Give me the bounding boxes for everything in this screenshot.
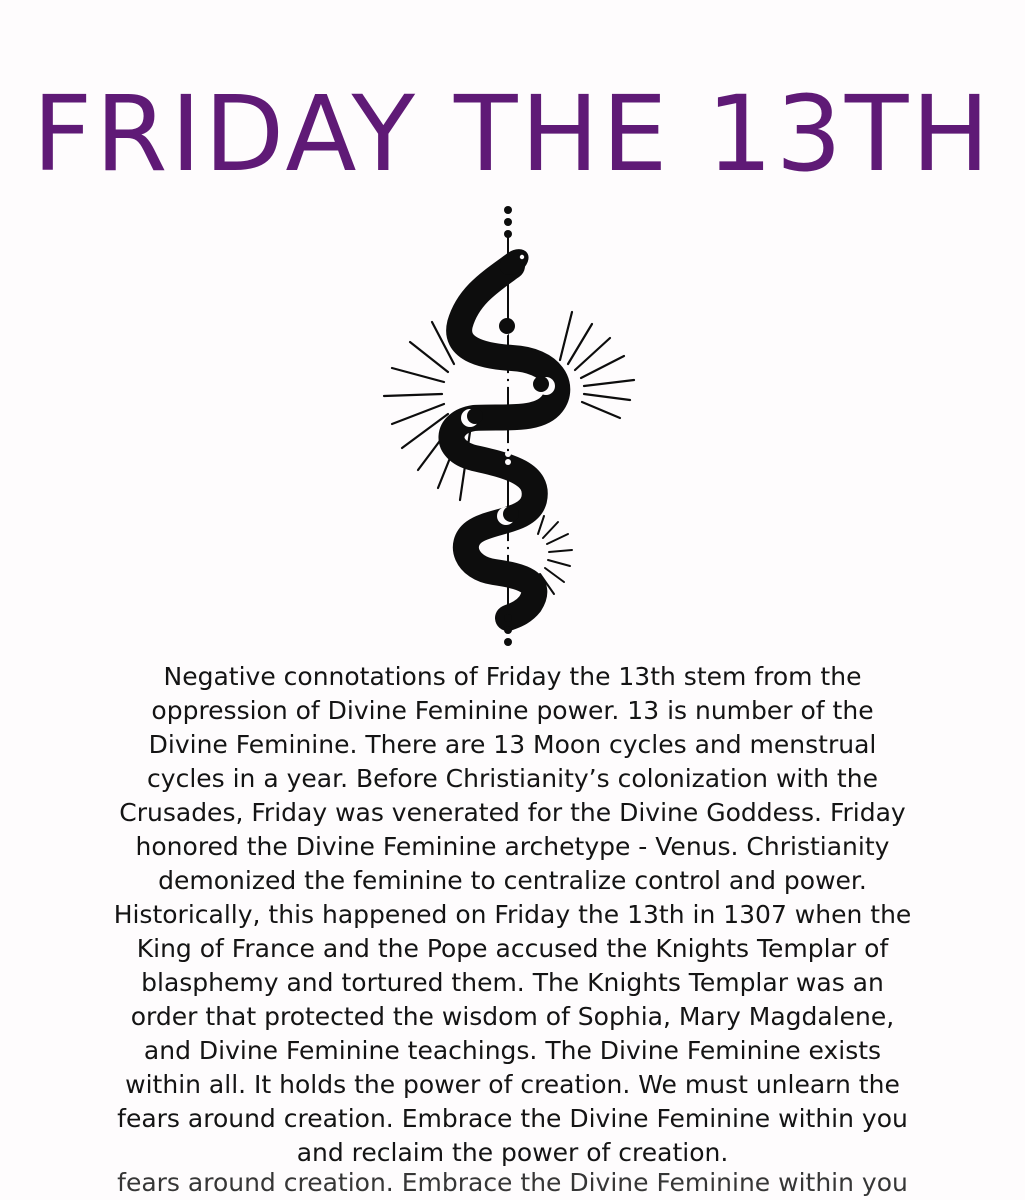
body-line: oppression of Divine Feminine power. 13 is number of the [151, 696, 874, 725]
body-line: demonized the feminine to centralize control and power. [158, 866, 867, 895]
body-line: King of France and the Pope accused the Knights Templar of [136, 934, 889, 963]
cut-off-text: fears around creation. Embrace the Divine Feminine within you [117, 1168, 908, 1197]
body-line: and reclaim the power of creation. [296, 1138, 729, 1167]
serpent-moon-sunburst-icon [362, 204, 662, 650]
body-line: Historically, this happened on Friday the 13th in 1307 when the [113, 900, 912, 929]
body-line: cycles in a year. Before Christianity’s colonization with the [147, 764, 878, 793]
body-line: honored the Divine Feminine archetype - Venus. Christianity [135, 832, 890, 861]
serpent-emblem [362, 204, 662, 650]
body-line: fears around creation. Embrace the Divine Feminine within you [117, 1104, 908, 1133]
body-line: Negative connotations of Friday the 13th stem from the [163, 662, 862, 691]
body-line: blasphemy and tortured them. The Knights Templar was an [141, 968, 884, 997]
body-text [20, 660, 1005, 1170]
cut-off-text-line [30, 1168, 995, 1200]
body-line: within all. It holds the power of creation. We must unlearn the [125, 1070, 900, 1099]
body-line: Divine Feminine. There are 13 Moon cycles and menstrual [148, 730, 877, 759]
page-title: FRIDAY THE 13TH [32, 73, 993, 195]
body-line: order that protected the wisdom of Sophia, Mary Magdalene, [130, 1002, 895, 1031]
body-line: and Divine Feminine teachings. The Divine Feminine exists [143, 1036, 882, 1065]
body-line: Crusades, Friday was venerated for the Divine Goddess. Friday [119, 798, 906, 827]
